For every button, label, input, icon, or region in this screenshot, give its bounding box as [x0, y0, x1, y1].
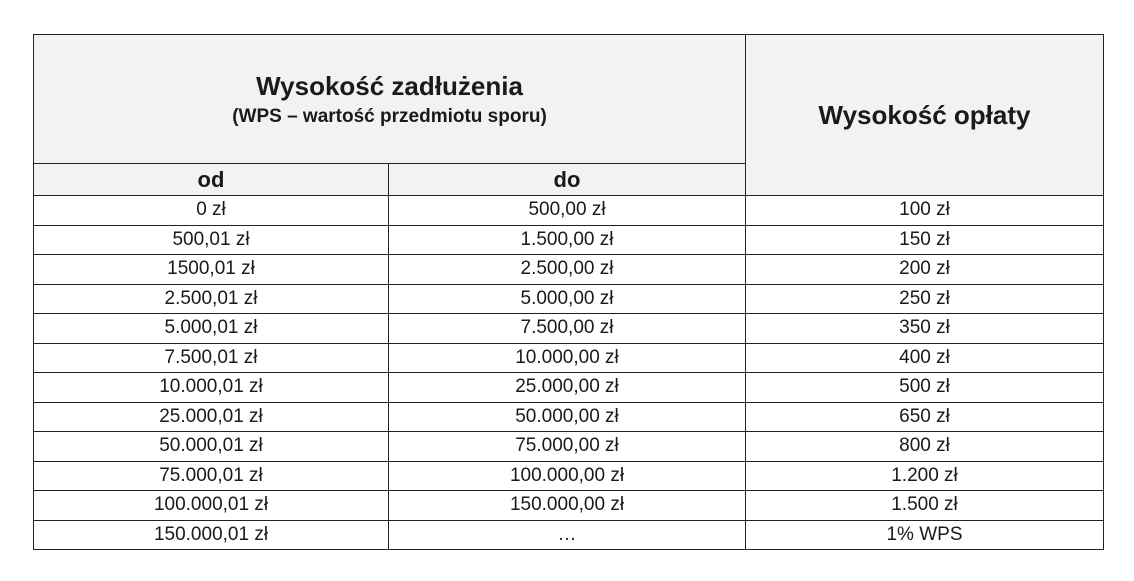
- debt-amount-header: [34, 35, 746, 164]
- cell-fee: 100 zł: [746, 196, 1104, 226]
- table-row: [34, 402, 1104, 432]
- table-row: [34, 461, 1104, 491]
- table-row: [34, 314, 1104, 344]
- cell-from: 1500,01 zł: [34, 255, 389, 285]
- cell-to: 2.500,00 zł: [389, 255, 746, 285]
- cell-from: 7.500,01 zł: [34, 343, 389, 373]
- fee-header: Wysokość opłaty: [746, 35, 1104, 196]
- cell-from: 75.000,01 zł: [34, 461, 389, 491]
- table-row: [34, 196, 1104, 226]
- cell-to: …: [389, 520, 746, 550]
- cell-to: 100.000,00 zł: [389, 461, 746, 491]
- cell-from: 150.000,01 zł: [34, 520, 389, 550]
- cell-to: 7.500,00 zł: [389, 314, 746, 344]
- table-row: [34, 491, 1104, 521]
- table-row: [34, 520, 1104, 550]
- table-row: [34, 373, 1104, 403]
- col-from-header: od: [34, 164, 389, 196]
- cell-from: 500,01 zł: [34, 225, 389, 255]
- cell-from: 5.000,01 zł: [34, 314, 389, 344]
- table-row: [34, 432, 1104, 462]
- cell-to: 10.000,00 zł: [389, 343, 746, 373]
- fee-table: [33, 34, 1104, 550]
- cell-to: 500,00 zł: [389, 196, 746, 226]
- cell-fee: 1.500 zł: [746, 491, 1104, 521]
- cell-fee: 1.200 zł: [746, 461, 1104, 491]
- cell-to: 150.000,00 zł: [389, 491, 746, 521]
- cell-from: 2.500,01 zł: [34, 284, 389, 314]
- cell-fee: 250 zł: [746, 284, 1104, 314]
- cell-fee: 500 zł: [746, 373, 1104, 403]
- cell-to: 75.000,00 zł: [389, 432, 746, 462]
- cell-fee: 350 zł: [746, 314, 1104, 344]
- cell-to: 50.000,00 zł: [389, 402, 746, 432]
- cell-fee: 150 zł: [746, 225, 1104, 255]
- cell-from: 10.000,01 zł: [34, 373, 389, 403]
- cell-fee: 800 zł: [746, 432, 1104, 462]
- cell-fee: 200 zł: [746, 255, 1104, 285]
- cell-fee: 650 zł: [746, 402, 1104, 432]
- debt-amount-title: Wysokość zadłużenia: [256, 70, 523, 101]
- table-row: [34, 255, 1104, 285]
- cell-from: 100.000,01 zł: [34, 491, 389, 521]
- table-row: [34, 284, 1104, 314]
- col-to-header: do: [389, 164, 746, 196]
- cell-to: 25.000,00 zł: [389, 373, 746, 403]
- cell-to: 1.500,00 zł: [389, 225, 746, 255]
- cell-to: 5.000,00 zł: [389, 284, 746, 314]
- cell-from: 50.000,01 zł: [34, 432, 389, 462]
- cell-from: 0 zł: [34, 196, 389, 226]
- debt-amount-subtitle: (WPS – wartość przedmiotu sporu): [232, 105, 547, 127]
- table-row: [34, 225, 1104, 255]
- cell-fee: 400 zł: [746, 343, 1104, 373]
- cell-fee: 1% WPS: [746, 520, 1104, 550]
- table-row: [34, 343, 1104, 373]
- cell-from: 25.000,01 zł: [34, 402, 389, 432]
